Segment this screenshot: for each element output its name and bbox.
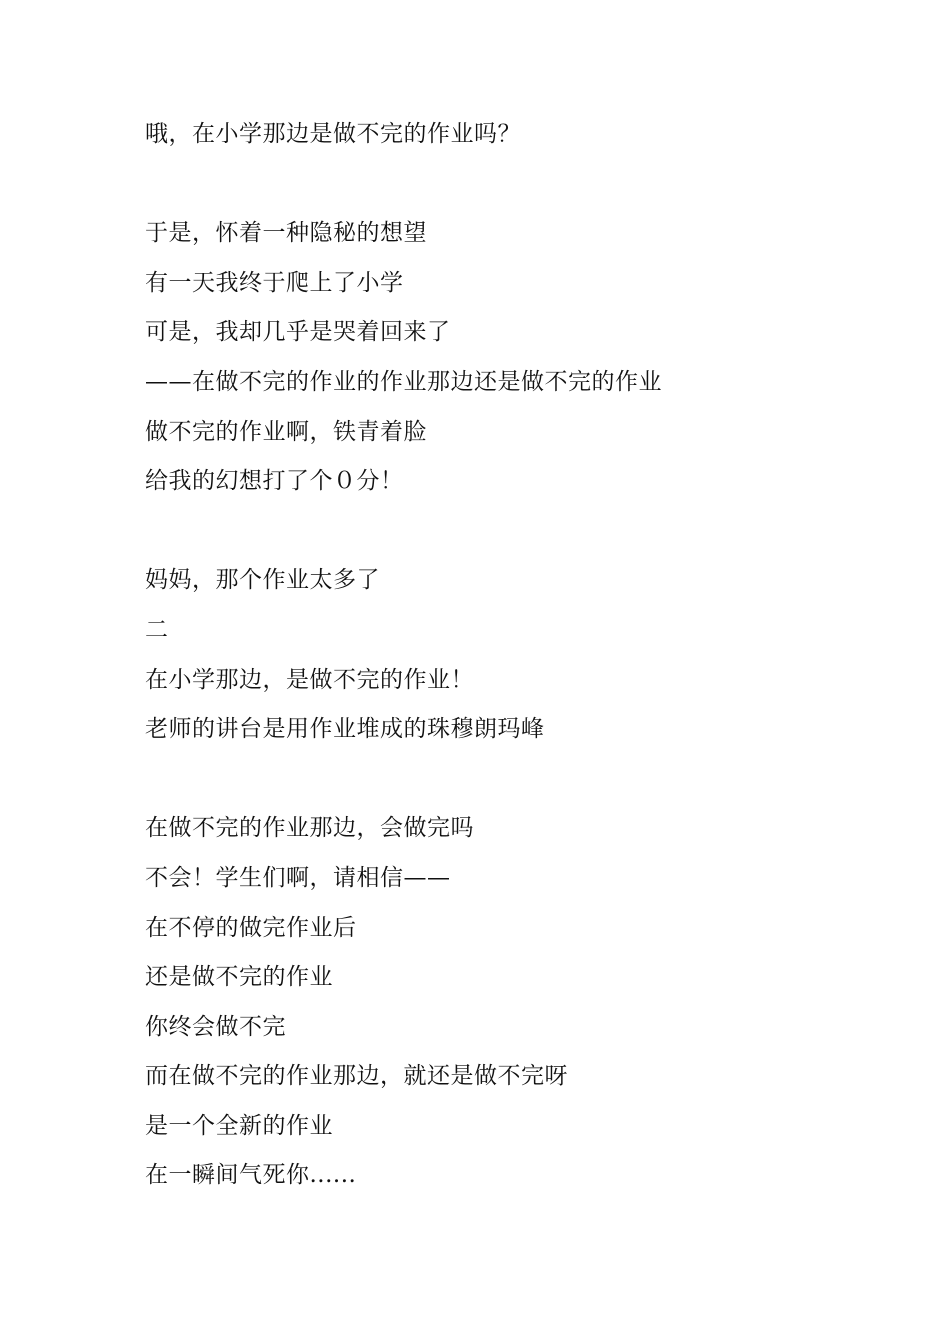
poem-line: 还是做不完的作业 [145, 964, 333, 991]
poem-line: 是一个全新的作业 [145, 1112, 333, 1139]
poem-line: 而在做不完的作业那边，就还是做不完呀 [145, 1063, 568, 1090]
poem-line: 在做不完的作业那边，会做完吗 [145, 815, 474, 842]
poem-text [145, 114, 865, 1205]
poem-line: 老师的讲台是用作业堆成的珠穆朗玛峰 [145, 716, 545, 743]
poem-line: 有一天我终于爬上了小学 [145, 269, 404, 296]
poem-line: ——在做不完的作业的作业那边还是做不完的作业 [145, 368, 662, 395]
blank-line [145, 164, 865, 214]
poem-line: 哦，在小学那边是做不完的作业吗？ [145, 121, 521, 147]
blank-line [145, 511, 865, 561]
poem-line: 可是，我却几乎是哭着回来了 [145, 319, 451, 346]
poem-line: 你终会做不完 [145, 1013, 286, 1040]
poem-line: 在小学那边，是做不完的作业！ [145, 666, 474, 693]
poem-line: 于是，怀着一种隐秘的想望 [145, 220, 427, 247]
poem-line: 不会！学生们啊，请相信—— [145, 864, 451, 891]
poem-line: 妈妈，那个作业太多了 [145, 567, 380, 594]
section-number: 二 [145, 616, 169, 643]
blank-line [145, 759, 865, 809]
poem-line: 给我的幻想打了个０分！ [145, 468, 404, 495]
poem-line: 在一瞬间气死你...... [145, 1162, 357, 1189]
poem-line: 做不完的作业啊，铁青着脸 [145, 418, 427, 445]
poem-line: 在不停的做完作业后 [145, 914, 357, 941]
